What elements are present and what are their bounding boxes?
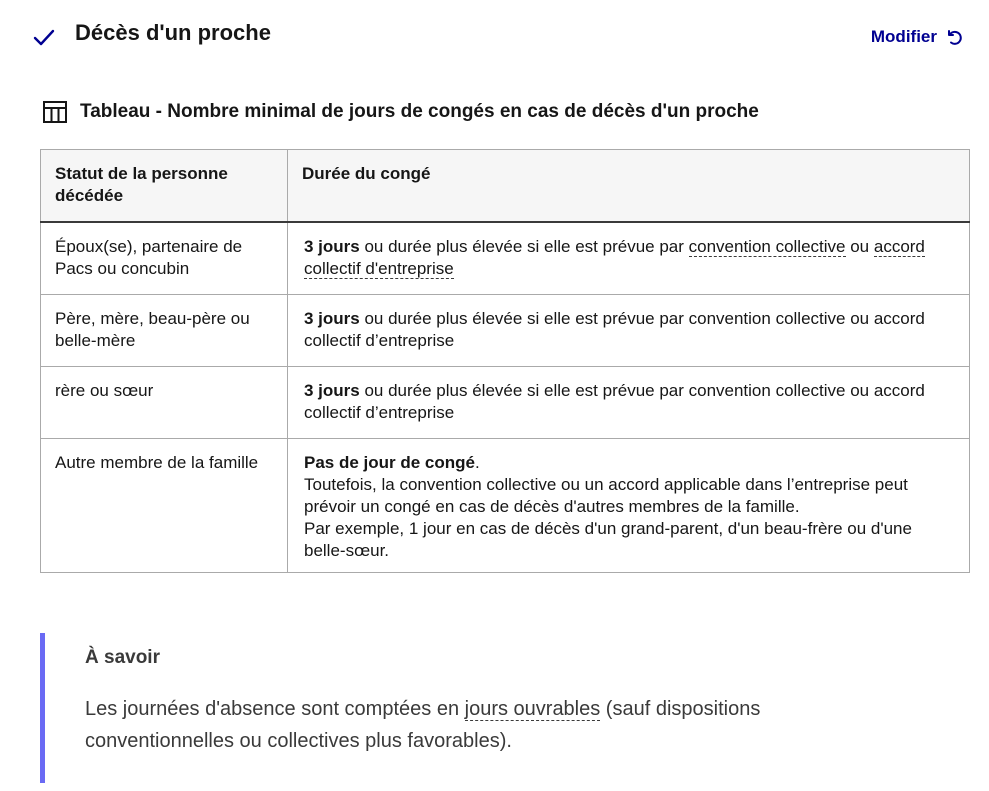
callout-text: Les journées d'absence sont comptées en: [85, 698, 465, 720]
table-row: [41, 295, 970, 367]
modify-button[interactable]: [871, 27, 963, 47]
table-header-row: [41, 150, 970, 223]
table-row: [41, 222, 970, 295]
accord-collectif-link[interactable]: accord collectif d'entreprise: [304, 237, 925, 278]
cell-duration: [288, 367, 970, 439]
table-row: [41, 367, 970, 439]
duration-text: ou: [845, 237, 874, 256]
callout-title: À savoir: [85, 647, 160, 668]
table-row: [41, 439, 970, 573]
callout-body: [85, 693, 885, 757]
undo-icon: [945, 28, 963, 46]
days-value: 3 jours: [304, 381, 360, 400]
modify-label: Modifier: [870, 27, 937, 46]
info-callout: [40, 633, 945, 783]
days-value: 3 jours: [304, 237, 360, 256]
callout-text: (sauf dispositions conventionnelles ou collectives plus favorables).: [85, 698, 761, 752]
cell-status: rère ou sœur: [41, 367, 288, 439]
table-icon: [42, 100, 68, 124]
duration-text: ou durée plus élevée si elle est prévue par convention collective ou accord collectif d’entreprise: [304, 309, 925, 350]
table-caption: [42, 100, 759, 124]
no-leave-value: Pas de jour de congé: [304, 453, 475, 472]
cell-duration: [288, 222, 970, 295]
duration-text: .: [475, 453, 480, 472]
cell-status: Père, mère, beau-père ou belle-mère: [41, 295, 288, 367]
header-status: Statut de la personne décédée: [41, 150, 288, 223]
duration-text: ou durée plus élevée si elle est prévue par: [359, 237, 689, 256]
leave-table: [40, 149, 970, 573]
check-icon: [33, 28, 55, 48]
duration-text: Par exemple, 1 jour en cas de décès d'un grand-parent, d'un beau-frère ou d'une belle-sœur.: [304, 519, 912, 560]
duration-text: Toutefois, la convention collective ou un accord applicable dans l’entreprise peut prévoir un congé en cas de décès d'autres membres de la famille.: [304, 475, 908, 516]
days-value: 3 jours: [304, 309, 360, 328]
convention-collective-link[interactable]: convention collective: [688, 237, 846, 256]
section-header: [0, 0, 989, 78]
cell-duration: [288, 439, 970, 573]
table-title: Tableau - Nombre minimal de jours de congés en cas de décès d'un proche: [80, 101, 759, 122]
cell-duration: [288, 295, 970, 367]
cell-status: Autre membre de la famille: [41, 439, 288, 573]
section-title: Décès d'un proche: [75, 20, 271, 45]
jours-ouvrables-link[interactable]: jours ouvrables: [464, 698, 601, 720]
duration-text: ou durée plus élevée si elle est prévue par convention collective ou accord collectif d’entreprise: [304, 381, 925, 422]
cell-status: Époux(se), partenaire de Pacs ou concubin: [41, 222, 288, 295]
header-duration: Durée du congé: [288, 150, 970, 223]
